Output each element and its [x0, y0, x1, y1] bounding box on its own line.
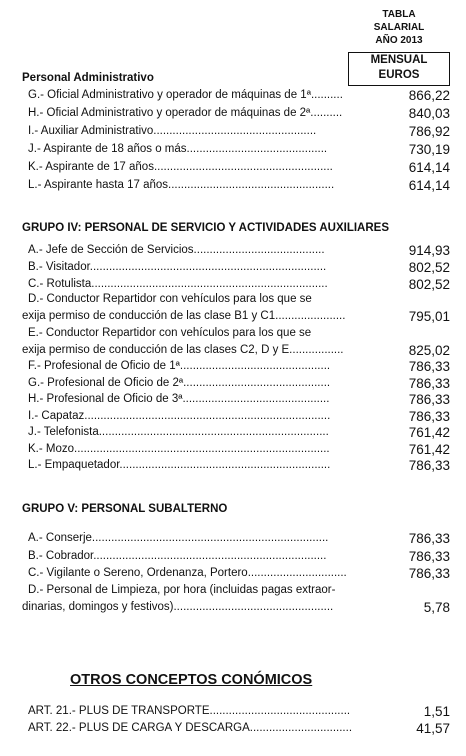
row-label: B.- Visitador..........................................................................	[28, 261, 327, 273]
row-label: L.- Empaquetador..................................................................	[28, 459, 331, 471]
row-label: B.- Cobrador.........................................................................	[28, 550, 327, 562]
table-row	[22, 601, 452, 617]
row-label: F.- Profesional de Oficio de 1ª...............................................	[28, 360, 331, 372]
table-row	[22, 705, 452, 721]
row-label: K.- Aspirante de 17 años........................................................	[28, 161, 333, 173]
row-label: C.- Vigilante o Sereno, Ordenanza, Portero...............................	[28, 567, 347, 579]
table-row	[22, 89, 452, 105]
row-label: I.- Capataz.............................................................................	[28, 410, 331, 422]
row-label: D.- Conductor Repartidor con vehículos para los que se	[28, 293, 312, 305]
table-row	[22, 344, 452, 360]
table-row	[22, 377, 452, 393]
row-value: 786,33	[408, 458, 450, 473]
row-label: A.- Jefe de Sección de Servicios.........................................	[28, 244, 325, 256]
row-value: 786,33	[408, 566, 450, 581]
row-value: 614,14	[408, 160, 450, 175]
table-row	[22, 261, 452, 277]
row-label: J.- Telefonista........................................................................	[28, 426, 329, 438]
row-value: 5,78	[423, 600, 450, 615]
row-value: 1,51	[423, 704, 450, 719]
table-row	[22, 584, 452, 600]
row-label: D.- Personal de Limpieza, por hora (incluidas pagas extraor-	[28, 584, 336, 596]
section-title-grupo-iv: GRUPO IV: PERSONAL DE SERVICIO Y ACTIVIDADES AUXILIARES	[22, 222, 390, 234]
header-ano: AÑO 2013	[375, 35, 423, 46]
table-row	[22, 293, 452, 309]
header-box	[348, 52, 450, 86]
table-row	[22, 310, 452, 326]
row-label: H.- Oficial Administrativo y operador de máquinas de 2ª..........	[28, 107, 343, 119]
row-label: G.- Oficial Administrativo y operador de máquinas de 1ª..........	[28, 89, 343, 101]
section-title-grupo-v: GRUPO V: PERSONAL SUBALTERNO	[22, 503, 228, 515]
table-row	[22, 550, 452, 566]
row-label: L.- Aspirante hasta 17 años....................................................	[28, 179, 335, 191]
row-label: J.- Aspirante de 18 años o más............................................	[28, 143, 328, 155]
table-row	[22, 107, 452, 123]
header-mensual: MENSUAL	[370, 54, 428, 66]
table-row	[22, 360, 452, 376]
row-value: 730,19	[408, 142, 450, 157]
row-label: A.- Conserje..........................................................................	[28, 532, 329, 544]
table-row	[22, 278, 452, 294]
section-title-otros-conceptos: OTROS CONCEPTOS CONÓMICOS	[70, 672, 313, 688]
row-value: 786,33	[408, 359, 450, 374]
row-value: 786,33	[408, 549, 450, 564]
table-row	[22, 532, 452, 548]
row-label: ART. 21.- PLUS DE TRANSPORTE............................................	[28, 705, 351, 717]
row-value: 795,01	[408, 309, 450, 324]
row-value: 786,92	[408, 124, 450, 139]
row-value: 761,42	[408, 442, 450, 457]
row-label: exija permiso de conducción de las clase B1 y C1......................	[22, 310, 346, 322]
header-tabla: TABLA	[382, 9, 416, 20]
row-label: I.- Auxiliar Administrativo...................................................	[28, 125, 317, 137]
row-value: 786,33	[408, 392, 450, 407]
table-row	[22, 459, 452, 475]
row-value: 825,02	[408, 343, 450, 358]
table-row	[22, 443, 452, 459]
section-title-administrativo: Personal Administrativo	[22, 72, 154, 84]
header-salarial: SALARIAL	[373, 22, 425, 33]
row-value: 802,52	[408, 277, 450, 292]
row-value: 786,33	[408, 376, 450, 391]
row-label: G.- Profesional de Oficio de 2ª..............................................	[28, 377, 331, 389]
table-row	[22, 125, 452, 141]
table-row	[22, 179, 452, 195]
table-row	[22, 244, 452, 260]
row-value: 840,03	[408, 106, 450, 121]
row-label: H.- Profesional de Oficio de 3ª..............................................	[28, 393, 330, 405]
row-label: ART. 22.- PLUS DE CARGA Y DESCARGA................................	[28, 722, 353, 734]
table-row	[22, 567, 452, 583]
row-value: 786,33	[408, 409, 450, 424]
row-label: E.- Conductor Repartidor con vehículos para los que se	[28, 327, 312, 339]
table-row	[22, 143, 452, 159]
row-value: 914,93	[408, 243, 450, 258]
row-value: 41,57	[416, 721, 450, 736]
table-row	[22, 327, 452, 343]
table-row	[22, 161, 452, 177]
row-label: K.- Mozo................................................................................	[28, 443, 330, 455]
table-row	[22, 410, 452, 426]
table-row	[22, 393, 452, 409]
row-value: 786,33	[408, 531, 450, 546]
table-row	[22, 722, 452, 738]
row-label: dinarias, domingos y festivos)..................................................	[22, 601, 334, 613]
header-euros: EUROS	[378, 69, 420, 81]
row-value: 866,22	[408, 88, 450, 103]
row-label: C.- Rotulista..........................................................................	[28, 278, 328, 290]
row-label: exija permiso de conducción de las clases C2, D y E.................	[22, 344, 344, 356]
row-value: 614,14	[408, 178, 450, 193]
row-value: 761,42	[408, 425, 450, 440]
table-row	[22, 426, 452, 442]
row-value: 802,52	[408, 260, 450, 275]
